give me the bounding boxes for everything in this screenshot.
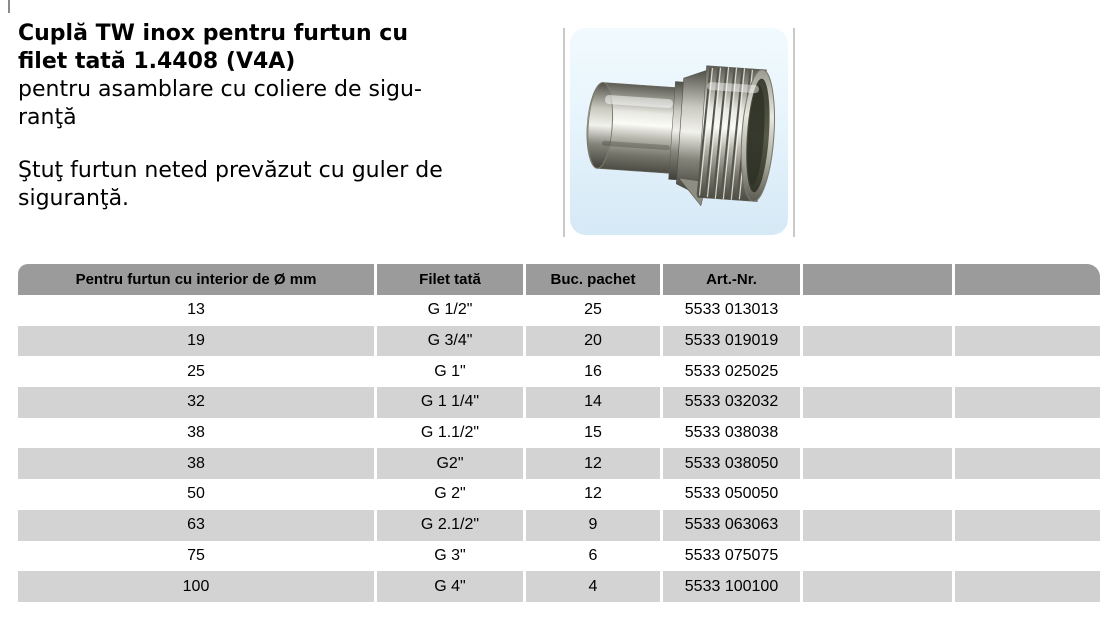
cell-art-nr: 5533 019019	[663, 326, 800, 357]
cell-blank-1	[803, 510, 952, 541]
column-header-male-thread: Filet tată	[377, 264, 523, 295]
cell-diameter: 19	[18, 326, 374, 357]
product-title-line1: Cuplă TW inox pentru furtun cu	[18, 21, 409, 46]
cell-diameter: 38	[18, 448, 374, 479]
cell-thread: G2"	[377, 448, 523, 479]
table-row	[18, 295, 1100, 326]
cell-art-nr: 5533 038038	[663, 418, 800, 449]
cell-diameter: 63	[18, 510, 374, 541]
cell-diameter: 50	[18, 479, 374, 510]
cell-blank-2	[955, 571, 1100, 602]
cell-pack-qty: 14	[526, 387, 660, 418]
cell-diameter: 32	[18, 387, 374, 418]
table-row	[18, 448, 1100, 479]
product-table	[15, 264, 1103, 602]
cell-blank-1	[803, 448, 952, 479]
cell-art-nr: 5533 038050	[663, 448, 800, 479]
product-subtitle-line1: pentru asamblare cu coliere de sigu-	[18, 77, 422, 102]
cell-thread: G 1"	[377, 356, 523, 387]
cell-blank-2	[955, 387, 1100, 418]
product-description-line1: Ştuţ furtun neted prevăzut cu guler de	[18, 158, 443, 183]
cell-blank-1	[803, 356, 952, 387]
cell-blank-2	[955, 448, 1100, 479]
table-header-row	[18, 264, 1100, 295]
cell-thread: G 2"	[377, 479, 523, 510]
cell-blank-1	[803, 571, 952, 602]
spec-table	[15, 264, 1103, 602]
cell-art-nr: 5533 013013	[663, 295, 800, 326]
cell-art-nr: 5533 050050	[663, 479, 800, 510]
table-row	[18, 387, 1100, 418]
cell-diameter: 25	[18, 356, 374, 387]
table-row	[18, 326, 1100, 357]
table-row	[18, 418, 1100, 449]
product-description-block	[18, 20, 558, 213]
cell-art-nr: 5533 063063	[663, 510, 800, 541]
image-column-border-left	[563, 28, 565, 237]
product-title-line2: filet tată 1.4408 (V4A)	[18, 49, 296, 74]
cell-thread: G 3"	[377, 541, 523, 572]
cell-diameter: 75	[18, 541, 374, 572]
cell-blank-2	[955, 295, 1100, 326]
cell-thread: G 2.1/2"	[377, 510, 523, 541]
cell-blank-2	[955, 356, 1100, 387]
cell-thread: G 4"	[377, 571, 523, 602]
cell-blank-1	[803, 541, 952, 572]
cell-pack-qty: 25	[526, 295, 660, 326]
table-row	[18, 541, 1100, 572]
cell-blank-1	[803, 387, 952, 418]
table-row	[18, 571, 1100, 602]
cell-blank-2	[955, 479, 1100, 510]
cell-thread: G 1 1/4"	[377, 387, 523, 418]
cell-pack-qty: 6	[526, 541, 660, 572]
cell-thread: G 3/4"	[377, 326, 523, 357]
column-header-blank-1	[803, 264, 952, 295]
cell-diameter: 13	[18, 295, 374, 326]
table-row	[18, 510, 1100, 541]
product-description	[18, 157, 558, 213]
product-title	[18, 20, 558, 76]
product-description-line2: siguranţă.	[18, 186, 130, 211]
cell-pack-qty: 12	[526, 479, 660, 510]
product-subtitle-line2: ranţă	[18, 105, 77, 130]
cell-blank-2	[955, 326, 1100, 357]
table-row	[18, 479, 1100, 510]
cell-pack-qty: 9	[526, 510, 660, 541]
cell-diameter: 100	[18, 571, 374, 602]
cell-art-nr: 5533 075075	[663, 541, 800, 572]
cell-blank-2	[955, 510, 1100, 541]
cell-pack-qty: 4	[526, 571, 660, 602]
cell-thread: G 1.1/2"	[377, 418, 523, 449]
page-edge-tick	[8, 0, 10, 13]
column-header-hose-diameter: Pentru furtun cu interior de Ø mm	[18, 264, 374, 295]
cell-blank-1	[803, 479, 952, 510]
product-image-panel	[570, 28, 788, 235]
cell-pack-qty: 15	[526, 418, 660, 449]
cell-art-nr: 5533 032032	[663, 387, 800, 418]
cell-blank-1	[803, 295, 952, 326]
cell-blank-2	[955, 418, 1100, 449]
cell-diameter: 38	[18, 418, 374, 449]
cell-pack-qty: 12	[526, 448, 660, 479]
cell-pack-qty: 16	[526, 356, 660, 387]
column-header-art-nr: Art.-Nr.	[663, 264, 800, 295]
column-header-blank-2	[955, 264, 1100, 295]
cell-art-nr: 5533 100100	[663, 571, 800, 602]
image-column-border-right	[793, 28, 795, 237]
column-header-pack-qty: Buc. pachet	[526, 264, 660, 295]
product-subtitle	[18, 76, 558, 132]
table-row	[18, 356, 1100, 387]
cell-blank-1	[803, 418, 952, 449]
product-photo-hose-nipple	[570, 28, 788, 235]
cell-art-nr: 5533 025025	[663, 356, 800, 387]
cell-pack-qty: 20	[526, 326, 660, 357]
cell-blank-1	[803, 326, 952, 357]
cell-thread: G 1/2"	[377, 295, 523, 326]
cell-blank-2	[955, 541, 1100, 572]
